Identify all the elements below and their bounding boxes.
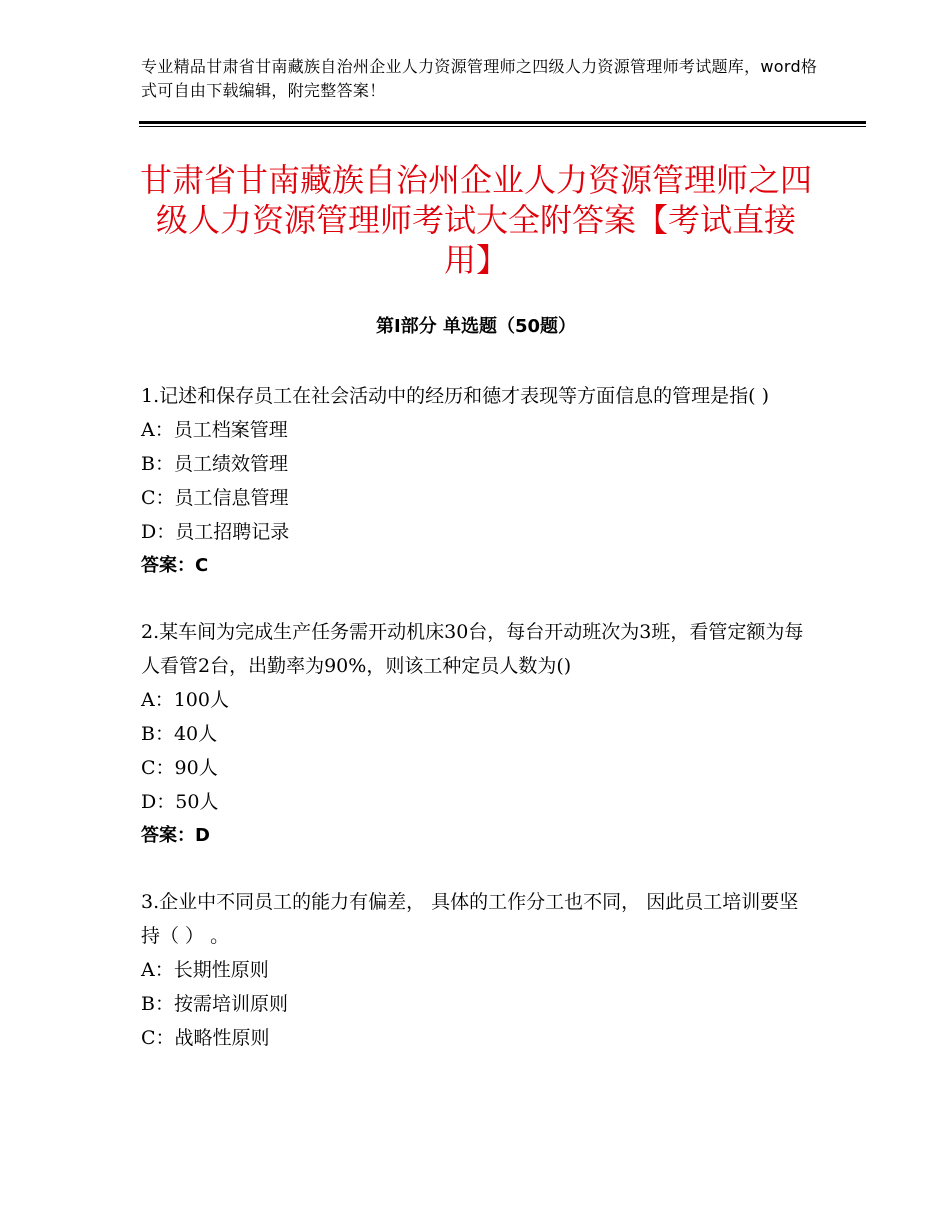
option-c: C：战略性原则 [141, 1027, 270, 1049]
header-rule-thin [139, 126, 866, 127]
option-c: C：90人 [141, 757, 218, 779]
question-stem: 2.某车间为完成生产任务需开动机床30台，每台开动班次为3班，看管定额为每人看管2台，出勤率为90%，则该工种定员人数为() [141, 621, 804, 677]
question-2 [141, 615, 809, 853]
header-note: 专业精品甘肃省甘南藏族自治州企业人力资源管理师之四级人力资源管理师考试题库，word格式可自由下载编辑，附完整答案！ [141, 57, 818, 100]
question-stem: 1.记述和保存员工在社会活动中的经历和德才表现等方面信息的管理是指( ) [141, 385, 769, 407]
question-stem: 3.企业中不同员工的能力有偏差， 具体的工作分工也不同， 因此员工培训要坚持（ ） 。 [141, 891, 799, 947]
option-b: B：按需培训原则 [141, 993, 288, 1015]
option-a: A：长期性原则 [141, 959, 269, 981]
question-3 [141, 885, 809, 1055]
option-a: A：100人 [141, 689, 229, 711]
option-d: D：50人 [141, 791, 219, 813]
answer: 答案：C [141, 555, 209, 576]
option-b: B：40人 [141, 723, 218, 745]
answer: 答案：D [141, 825, 210, 846]
option-c: C：员工信息管理 [141, 487, 289, 509]
section-heading: 第Ⅰ部分 单选题（50题） [375, 316, 576, 337]
option-d: D：员工招聘记录 [141, 521, 290, 543]
option-a: A：员工档案管理 [141, 419, 288, 441]
question-list [141, 379, 809, 1087]
option-b: B：员工绩效管理 [141, 453, 288, 475]
header-rule-thick [139, 121, 866, 124]
question-1 [141, 379, 809, 583]
document-title: 甘肃省甘南藏族自治州企业人力资源管理师之四级人力资源管理师考试大全附答案【考试直接用】 [140, 161, 813, 279]
